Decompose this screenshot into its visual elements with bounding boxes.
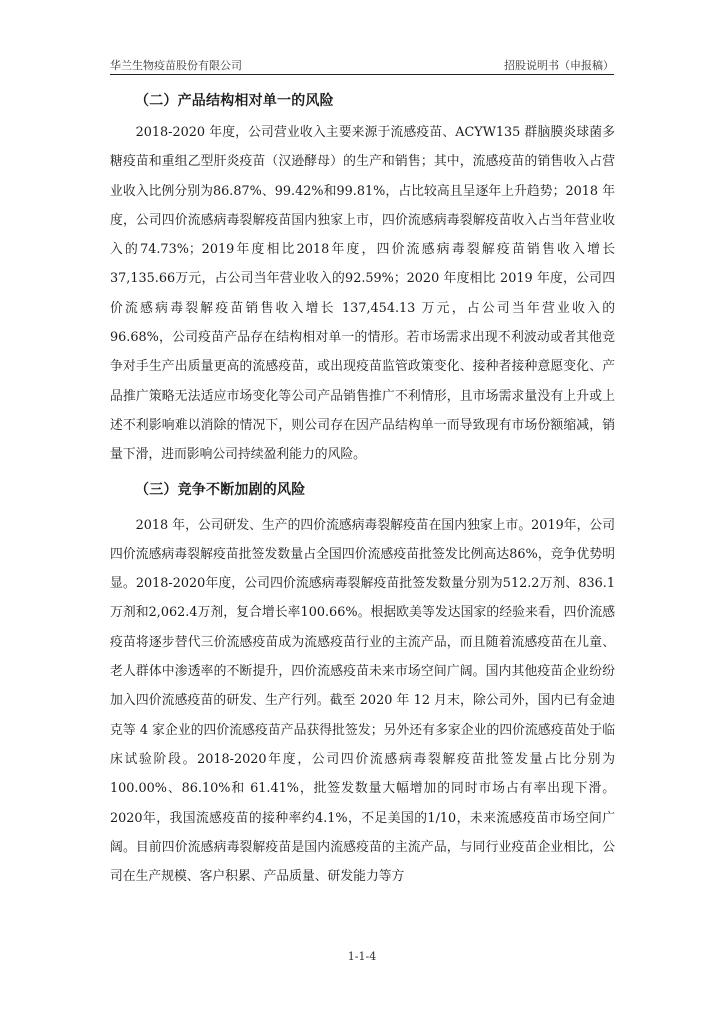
section-heading-product-structure-risk: （二）产品结构相对单一的风险 — [135, 93, 334, 109]
page-number: 1-1-4 — [347, 950, 377, 963]
paragraph-competition-risk: 2018 年，公司研发、生产的四价流感病毒裂解疫苗在国内独家上市。2019年，公司四价流感病毒裂解疫苗批签发数量占全国四价流感疫苗批签发比例高达86%，竞争优势明显。2018-2020年度，公司四价流感病毒裂解疫苗批签发数量分别为512.2万剂、836.1万剂和2,062.4万剂，复合增长率100.66%。根据欧美等发达国家的经验来看，四价流感疫苗将逐步替代三价流感疫苗成为流感疫苗行业的主流产品，而且随着流感疫苗在儿童、老人群体中渗透率的不断提升，四价流感疫苗未来市场空间广阔。国内其他疫苗企业纷纷加入四价流感疫苗的研发、生产行列。截至 2020 年 12 月末，除公司外，国内已有金迪克等 4 家企业的四价流感疫苗产品获得批签发；另外还有多家企业的四价流感疫苗处于临床试验阶段。2018-2020年度，公司四价流感病毒裂解疫苗批签发量占比分别为 100.00%、86.10%和 61.41%，批签发数量大幅增加的同时市场占有率出现下滑。2020年，我国流感疫苗的接种率约4.1%，不足美国的1/10，未来流感疫苗市场空间广阔。目前四价流感病毒裂解疫苗是国内流感疫苗的主流产品，与同行业疫苗企业相比，公司在生产规模、客户积累、产品质量、研发能力等方 — [110, 517, 615, 885]
document-type: 招股说明书（申报稿） — [504, 59, 614, 72]
company-name: 华兰生物疫苗股份有限公司 — [110, 59, 242, 72]
section-heading-competition-risk: （三）竞争不断加剧的风险 — [135, 481, 306, 498]
page-content — [110, 88, 615, 891]
page-header — [110, 54, 614, 75]
paragraph-product-structure-risk: 2018-2020 年度，公司营业收入主要来源于流感疫苗、ACYW135 群脑膜炎球菌多糖疫苗和重组乙型肝炎疫苗（汉逊酵母）的生产和销售；其中，流感疫苗的销售收入占营业收入比例分别为86.87%、99.42%和99.81%，占比较高且呈逐年上升趋势；2018 年度，公司四价流感病毒裂解疫苗国内独家上市，四价流感病毒裂解疫苗收入占当年营业收入的74.73%；2019年度相比2018年度，四价流感病毒裂解疫苗销售收入增长37,135.66万元，占公司当年营业收入的92.59%；2020 年度相比 2019 年度，公司四价流感病毒裂解疫苗销售收入增长 137,454.13 万元，占公司当年营业收入的 96.68%，公司疫苗产品存在结构相对单一的情形。若市场需求出现不利波动或者其他竞争对手生产出质量更高的流感疫苗，或出现疫苗监管政策变化、接种者接种意愿变化、产品推广策略无法适应市场变化等公司产品销售推广不利情形，且市场需求量没有上升或上述不利影响难以消除的情况下，则公司存在因产品结构单一而导致现有市场份额缩减，销量下滑，进而影响公司持续盈利能力的风险。 — [110, 125, 615, 463]
